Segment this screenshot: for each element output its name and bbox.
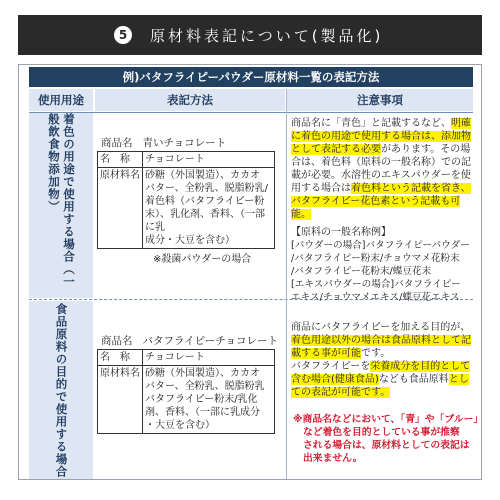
product-name-label: 商品名 [101,335,133,347]
product-name-label: 商品名 [101,137,133,149]
usage-cell-coloring [29,113,93,298]
product-name-line [101,333,288,348]
column-header-usage: 使用用途 [29,89,93,111]
notes-text: バタフライピーを [291,361,371,372]
notes-text: 商品名に「青色」と記載するなど、 [291,118,451,129]
section-header [18,15,482,55]
ingredients-line: 砂糖（外国製造）、カカオ [145,368,260,379]
ingredients-label-cell: 原材料名 [98,366,143,434]
ingredients-line: バター、全粉乳、脱脂粉乳/ [145,183,268,194]
product-name-value: 青いチョコレート [142,137,227,149]
product-name-line [101,135,236,150]
ingredients-line: 砂糖（外国製造）、カカオ [145,170,260,181]
ingredients-line: 着色料（バタフライピー粉 [145,196,265,207]
notes-text: です。 [361,348,391,359]
notes-highlight: 含む場合(健康食品) [291,374,379,385]
warning-line: 出来ません。 [303,453,363,464]
usage-label-coloring: 着色の用途で使用する場合（一般飲食物添加物） [47,113,76,288]
ingredients-table [97,151,275,249]
notes-highlight: 省き、バタフライピー花色素という記載 [291,183,471,207]
notes-highlight: 着色の用途で使用する場合は、添加物 [301,131,471,142]
warning-line: される場合は、原材料としての表記は [303,440,470,451]
notes-highlight: 着色用途以外の場合は食品原料として [291,335,461,346]
ingredients-label-cell: 原材料名 [98,168,143,249]
notes-text: 記載が必要。水溶性のエキスパウダー [291,157,471,181]
notes-highlight: 記載する事が可能 [291,335,471,359]
notes-highlight: 明確に [291,118,471,142]
name-value-cell: チョコレート [143,350,275,366]
name-example-line: /バタフライピー粉末/チョウマメ花粉末 [291,253,460,264]
notes-text: なども食品原料 [378,374,449,385]
usage-label-food-ingredient: 食品原料の目的で使用する場合 [54,302,69,478]
name-examples-title: 【原料の一般名称例】 [291,227,391,238]
sterilized-powder-note: ※殺菌パウダーの場合 [153,254,252,265]
notes-highlight: として表記する必要 [291,144,381,155]
notes-text: を使用する場合は [291,170,471,194]
usage-cell-food-ingredient [29,301,93,479]
ingredients-value-cell [143,168,275,249]
ingredients-line: 末）、乳化剤、香料、（一部に乳 [145,209,265,233]
notes-text: 商品にバタフライピーを加える目的が、 [291,322,471,333]
section-title: 原材料表記について(製品化) [150,26,384,45]
notes-food-ingredient [291,321,484,465]
ingredients-line: 剤、香料、（一部に乳成分 [145,407,260,418]
ingredients-line: バタフライピー粉末/乳化 [145,394,258,405]
name-label-cell: 名 称 [98,152,143,168]
name-example-line: /バタフライピー花粉末/蝶豆花末 [291,266,432,277]
notes-coloring [291,117,473,304]
section-number-badge: 5 [114,26,132,44]
warning-note [291,413,484,465]
name-label-cell: 名 称 [98,350,143,366]
ingredients-line: 成分・大豆を含む） [145,235,235,246]
table-banner: 例)バタフライピーパウダー原材料一覧の表記方法 [29,67,473,87]
content-frame [18,64,482,480]
name-example-line: [パウダーの場合]バタフライピーパウダー [291,240,470,251]
ingredients-line: バター、全粉乳、脱脂粉乳 [145,381,265,392]
product-name-value: バタフライピーチョコレート [142,335,278,347]
notes-text: があります。そ [381,144,451,155]
notes-highlight: としての表記が可能です。 [291,374,469,398]
ingredients-value-cell [143,366,275,434]
warning-line: ※商品名などにおいて、「青」や「ブルー」 [293,414,484,425]
ingredients-table [97,349,275,434]
name-examples-list [291,239,473,304]
name-example-line: [エキスパウダーの場合]バタフライピー [291,279,461,290]
column-divider [286,89,287,479]
name-example-line: エキス/チョウマメエキス/蝶豆花エキス [291,292,460,303]
column-header-method: 表記方法 [95,89,285,111]
ingredients-line: ・大豆を含む） [145,420,215,431]
notes-text: の場合は、着色料（原料の一般名称）での [291,144,471,168]
notes-highlight: も可能。 [291,196,461,220]
notes-highlight: 着色料という記載を [351,183,441,194]
notes-paragraph [291,321,473,399]
column-header-notes: 注意事項 [287,89,473,111]
notes-paragraph [291,117,473,221]
divider [29,112,473,113]
warning-line: など着色を目的としている事が推察 [303,427,460,438]
notes-highlight: 栄養成分を目的として [370,361,471,372]
name-value-cell: チョコレート [143,152,275,168]
